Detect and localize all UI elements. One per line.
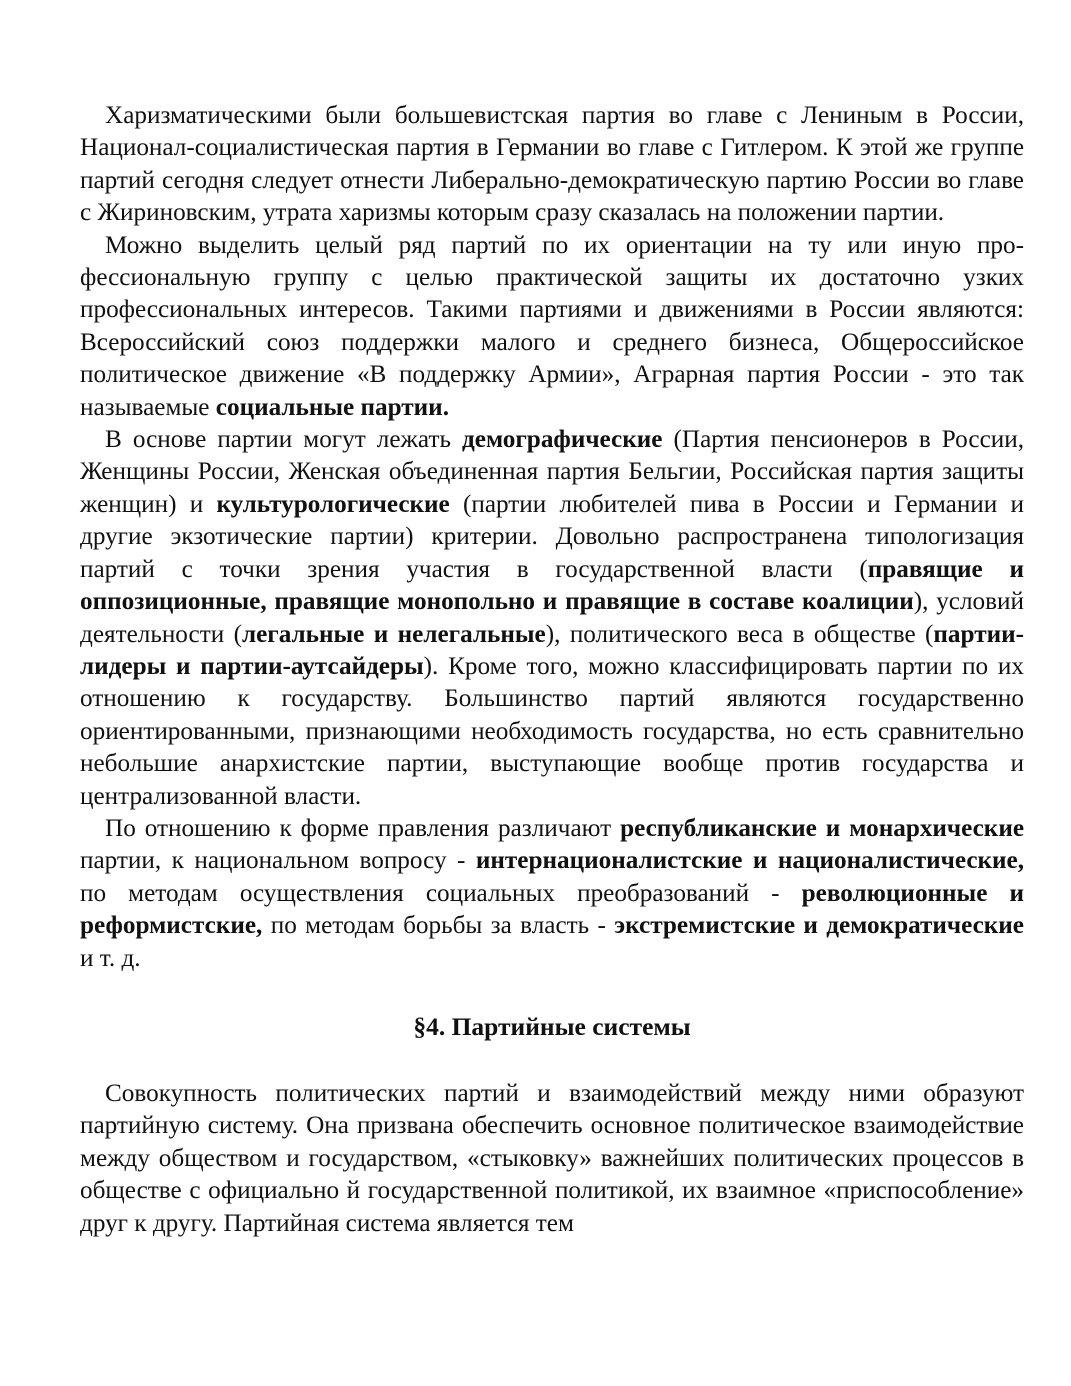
section-paragraphs [80,1078,1024,1240]
text-run: (Партия пенсионеров в России, Женщины России, Женская объединенная партия Бельгии, Российская партия защиты женщин) и [80,426,1025,518]
bold-term: правящие и оппозиционные, правящие монопольно и правящие в составе коалиции [80,555,1024,616]
text-run: Можно выделить целый ряд партий по их ориентации на ту или иную профессиональную группу с целью практической защиты их достаточно узких профессиональных интересов. Такими партиями и движениями в России являются: Всероссийский союз поддержки малого и среднего бизнеса, Общероссийское политическое движение «В поддержку Армии», Аграрная партия России - это так называемые [80,231,1024,421]
paragraph-p5 [80,1078,1024,1240]
section-heading: §4. Партийные системы [413,1011,691,1041]
bold-term: революционные и реформистские, [80,879,1024,940]
body-paragraphs [80,100,1024,975]
bold-term: легальные и нелегальные [241,620,546,648]
text-run: (партии любителей пива в России и Германии и другие экзотические партии) критерии. Довольно распространена типологизация партий с точки зрения участия в государственной власти ( [80,490,1024,583]
text-run: ), условий деятельности ( [80,588,1024,648]
text-run: по методам осуществления социальных преобразований - [80,879,802,907]
document-page [80,100,1024,1240]
text-run: и т. д. [80,944,141,972]
paragraph-p2 [80,230,1024,424]
bold-term: партии-лидеры и партии-аутсайдеры [80,620,1024,680]
bold-term: социальные партии. [215,393,449,421]
paragraph-p3 [80,424,1024,813]
paragraph-p1 [80,100,1024,230]
bold-term: демографические [462,426,663,454]
text-run: ). Кроме того, можно классифицировать партии по их отношению к государству. Большинство партий являются государственно ориентированными, признающими необходимость государства, но есть сравнительно небольшие анархистские партии, выступающие вообще против государства и централизованной власти. [80,652,1024,810]
text-run: по методам борьбы за власть - [262,912,615,940]
bold-term: культурологические [216,490,450,518]
text-run: В основе партии могут лежать [105,426,463,454]
text-run: ), политического веса в обществе ( [545,620,934,648]
paragraph-p4 [80,813,1024,975]
bold-term: интернационалистские и националистические, [475,847,1024,875]
text-run: партии, к национальном вопросу - [80,847,476,875]
text-run: По отношению к форме правления различают [105,814,621,842]
bold-term: экстремистские и демократические [614,912,1024,940]
text-run: Совокупность политических партий и взаимодействий между ними образуют партийную систему. Она призвана обеспечить основное политическое взаимодействие между обществом и государством, «стыковку» важнейших политических процессов в обществе с официально й государственной политикой, их взаимное «приспособление» друг к другу. Партийная система является тем [80,1079,1024,1237]
bold-term: республиканские и монархические [620,814,1025,842]
text-run: Харизматическими были большевистская партия во главе с Лениным в России, Национал-социалистическая партия в Германии во главе с Гитлером. К этой же группе партий сегодня следует отнести Либерально-демократическую партию России во главе с Жириновским, утрата харизмы которым сразу сказалась на положении партии. [80,102,1024,227]
